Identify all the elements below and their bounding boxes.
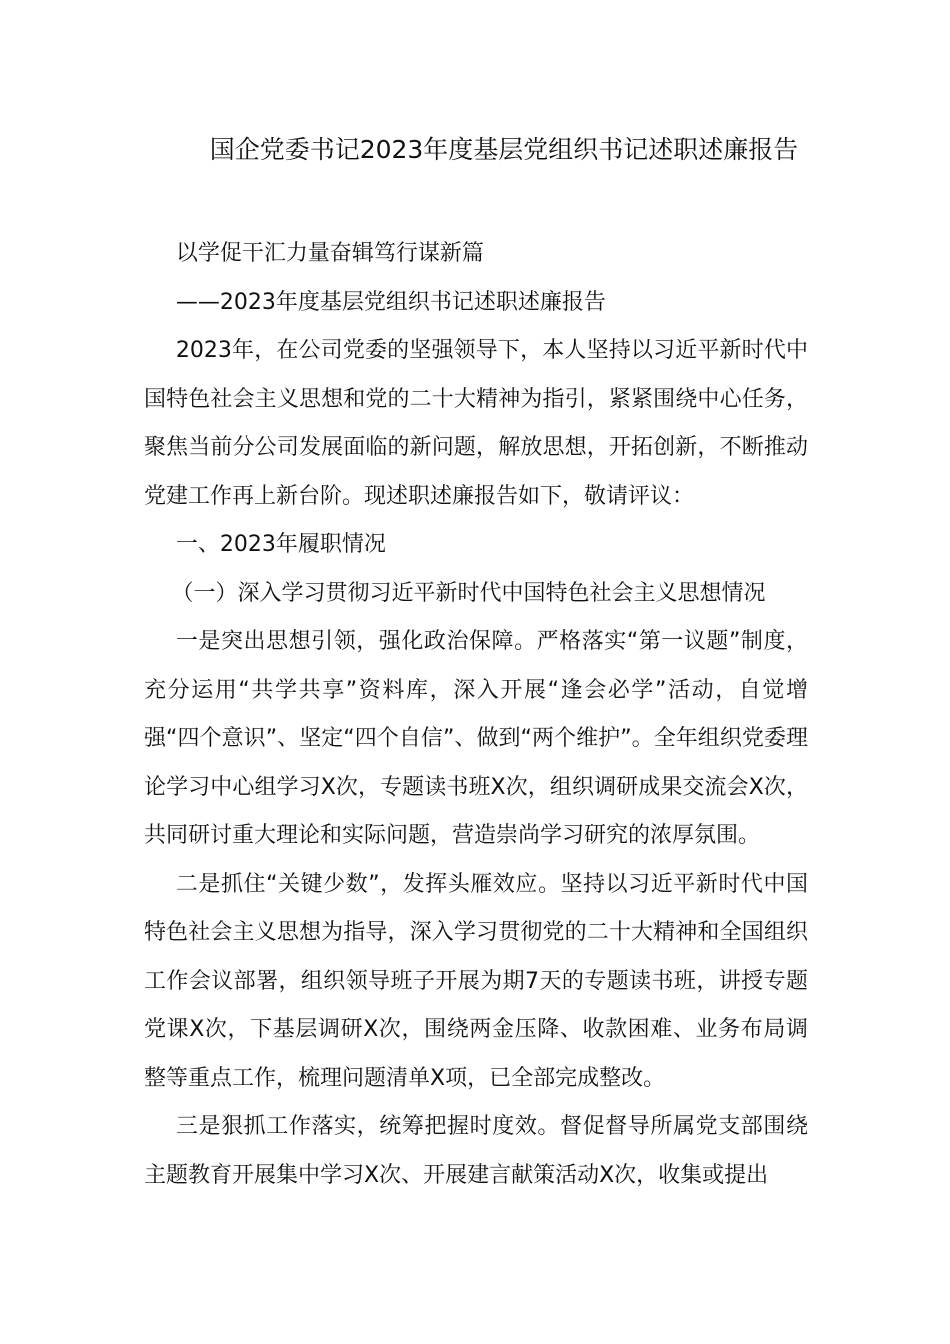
body-paragraph: 一是突出思想引领，强化政治保障。严格落实“第一议题”制度，充分运用“共学共享”资料库，深入开展“逢会必学”活动，自觉增强“四个意识”、坚定“四个自信”、做到“两个维护”。全年组织党委理论学习中心组学习X次，专题读书班X次，组织调研成果交流会X次，共同研讨重大理论和实际问题，营造崇尚学习研究的浓厚氛围。 bbox=[144, 629, 808, 848]
document-title: 国企党委书记2023年度基层党组织书记述职述廉报告 bbox=[209, 135, 799, 164]
section-heading: 一、2023年履职情况 bbox=[175, 532, 386, 557]
body-paragraph: 二是抓住“关键少数”，发挥头雁效应。坚持以习近平新时代中国特色社会主义思想为指导，深入学习贯彻党的二十大精神和全国组织工作会议部署，组织领导班子开展为期7天的专题读书班，讲授专题党课X次，下基层调研X次，围绕两金压降、收款困难、业务布局调整等重点工作，梳理问题清单X项，已全部完成整改。 bbox=[144, 871, 808, 1091]
body-paragraph: 三是狠抓工作落实，统筹把握时度效。督促督导所属党支部围绕主题教育开展集中学习X次、开展建言献策活动X次，收集或提出 bbox=[144, 1114, 808, 1188]
intro-paragraph: 2023年，在公司党委的坚强领导下，本人坚持以习近平新时代中国特色社会主义思想和党的二十大精神为指引，紧紧围绕中心任务，聚焦当前分公司发展面临的新问题，解放思想，开拓创新，不断推动党建工作再上新台阶。现述职述廉报告如下，敬请评议： bbox=[144, 338, 808, 509]
report-subtitle: 以学促干汇力量奋辑笃行谋新篇 bbox=[175, 241, 484, 266]
report-heading-line: ——2023年度基层党组织书记述职述廉报告 bbox=[175, 289, 606, 315]
document-body bbox=[144, 230, 808, 1200]
subsection-heading: （一）深入学习贯彻习近平新时代中国特色社会主义思想情况 bbox=[171, 580, 766, 606]
